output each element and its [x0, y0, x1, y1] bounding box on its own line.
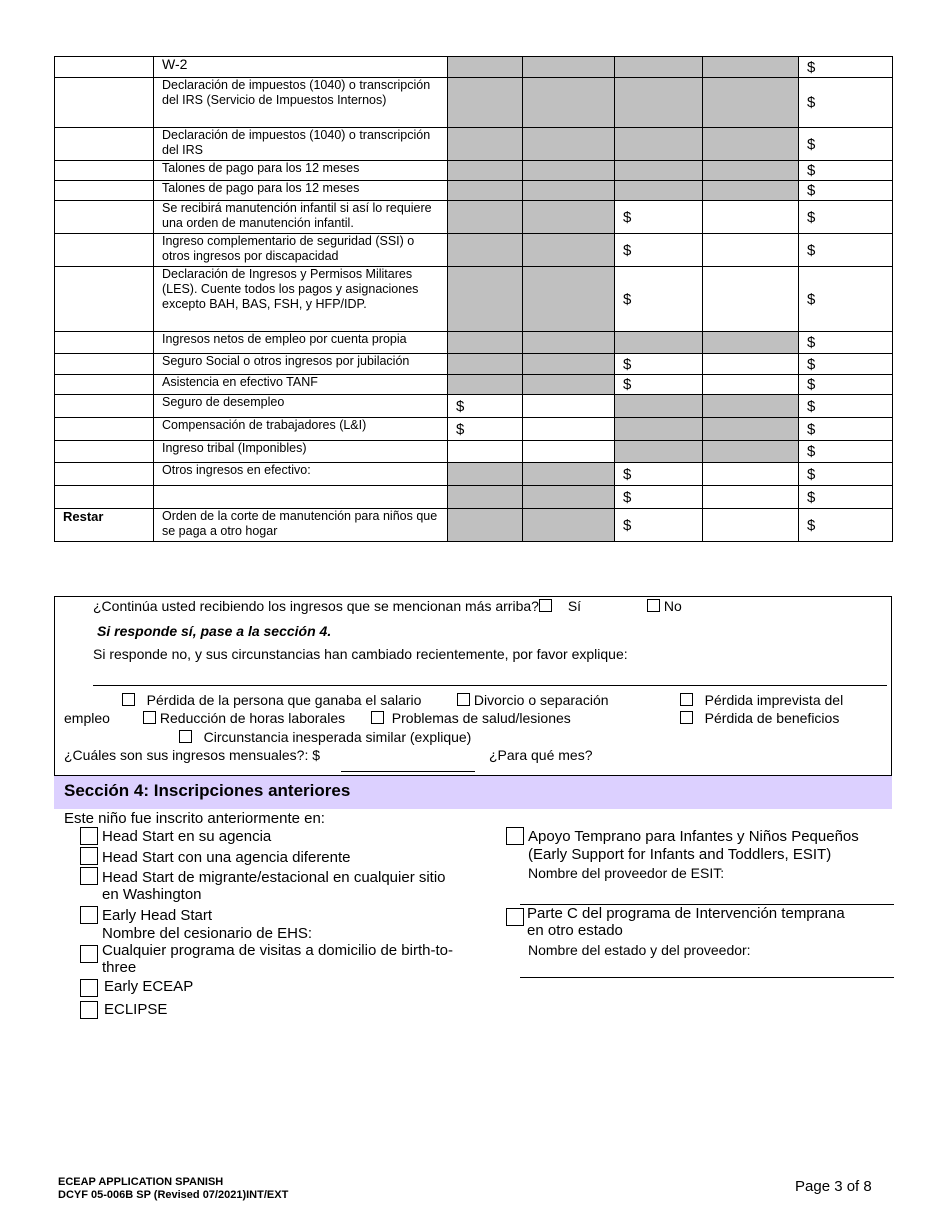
- shaded-cell: [448, 181, 523, 201]
- income-row: [55, 57, 893, 78]
- income-row-label: [55, 234, 154, 267]
- income-continuing-box: ¿Continúa usted recibiendo los ingresos que se mencionan más arriba? Sí No Si responde sí, pase a la sección 4. Si responde no, y sus circunstancias han cambiado recientemente, por favor explique: Pérdida de la persona que ganaba el salario Divorcio o separación Pérdida imprevista del empleo Reducción de horas laborales Problemas de salud/lesiones Pérdida de beneficios Circunstancia inesperada similar (explique) ¿Cuáles son sus ingresos mensuales?: $ ¿Para qué mes?: [54, 596, 892, 776]
- income-row: [55, 441, 893, 463]
- if-yes-instruction: Si responde sí, pase a la sección 4.: [97, 623, 332, 639]
- income-source: Ingreso complementario de seguridad (SSI) o otros ingresos por discapacidad: [154, 234, 448, 267]
- shaded-cell: [703, 57, 799, 78]
- income-row-label: [55, 463, 154, 486]
- income-source: Declaración de impuestos (1040) o transcripción del IRS (Servicio de Impuestos Internos): [154, 78, 448, 128]
- monthly-income-label: ¿Cuáles son sus ingresos mensuales?: $: [64, 747, 321, 763]
- shaded-cell: [523, 463, 615, 486]
- partc-provider-label: Nombre del estado y del proveedor:: [528, 942, 751, 958]
- amount-cell[interactable]: [703, 354, 799, 375]
- amount-cell[interactable]: $: [615, 354, 703, 375]
- shaded-cell: [448, 201, 523, 234]
- reduced-hours-checkbox[interactable]: [143, 711, 156, 724]
- amount-cell[interactable]: $: [615, 463, 703, 486]
- amount-cell[interactable]: $: [799, 375, 893, 395]
- income-row: [55, 395, 893, 418]
- esit-checkbox[interactable]: [506, 827, 524, 845]
- income-row: [55, 463, 893, 486]
- income-source: Declaración de impuestos (1040) o transcripción del IRS: [154, 128, 448, 161]
- amount-cell[interactable]: $: [799, 128, 893, 161]
- eclipse-checkbox[interactable]: [80, 1001, 98, 1019]
- income-row: [55, 354, 893, 375]
- amount-cell[interactable]: $: [799, 181, 893, 201]
- shaded-cell: [703, 78, 799, 128]
- shaded-cell: [448, 128, 523, 161]
- shaded-cell: [703, 418, 799, 441]
- footer-form-number: DCYF 05-006B SP (Revised 07/2021)INT/EXT: [58, 1189, 289, 1201]
- shaded-cell: [448, 354, 523, 375]
- income-row: [55, 332, 893, 354]
- income-row: [55, 375, 893, 395]
- amount-cell[interactable]: [703, 201, 799, 234]
- income-row-label: [55, 441, 154, 463]
- shaded-cell: [615, 418, 703, 441]
- amount-cell[interactable]: [523, 441, 615, 463]
- income-row: [55, 267, 893, 332]
- income-source: Ingreso tribal (Imponibles): [154, 441, 448, 463]
- shaded-cell: [523, 78, 615, 128]
- income-row-label: [55, 354, 154, 375]
- shaded-cell: [703, 128, 799, 161]
- amount-cell[interactable]: [703, 509, 799, 542]
- amount-cell[interactable]: $: [799, 486, 893, 509]
- hs-different-checkbox[interactable]: [80, 847, 98, 865]
- shaded-cell: [523, 181, 615, 201]
- shaded-cell: [523, 234, 615, 267]
- unexpected-similar-checkbox[interactable]: [179, 730, 192, 743]
- shaded-cell: [703, 395, 799, 418]
- continuing-question: ¿Continúa usted recibiendo los ingresos que se mencionan más arriba? Sí: [93, 598, 582, 614]
- amount-cell[interactable]: $: [799, 201, 893, 234]
- income-source: Talones de pago para los 12 meses: [154, 161, 448, 181]
- income-row-label: [55, 57, 154, 78]
- amount-cell[interactable]: $: [799, 418, 893, 441]
- income-table: [54, 56, 893, 542]
- shaded-cell: [523, 332, 615, 354]
- income-source: Compensación de trabajadores (L&I): [154, 418, 448, 441]
- shaded-cell: [448, 161, 523, 181]
- shaded-cell: [615, 78, 703, 128]
- page-number: Page 3 of 8: [795, 1178, 872, 1195]
- amount-cell[interactable]: $: [799, 332, 893, 354]
- shaded-cell: [448, 375, 523, 395]
- shaded-cell: [615, 57, 703, 78]
- partc-provider-field[interactable]: [520, 977, 894, 978]
- shaded-cell: [615, 395, 703, 418]
- amount-cell[interactable]: [523, 418, 615, 441]
- income-row: [55, 201, 893, 234]
- hs-migrant-checkbox[interactable]: [80, 867, 98, 885]
- income-row: [55, 78, 893, 128]
- income-source: Seguro Social o otros ingresos por jubilación: [154, 354, 448, 375]
- shaded-cell: [448, 234, 523, 267]
- income-source: W-2: [154, 57, 448, 78]
- loss-earner-checkbox[interactable]: [122, 693, 135, 706]
- income-row: [55, 509, 893, 542]
- income-source: Orden de la corte de manutención para niños que se paga a otro hogar: [154, 509, 448, 542]
- amount-cell[interactable]: $: [799, 234, 893, 267]
- shaded-cell: [523, 354, 615, 375]
- shaded-cell: [448, 463, 523, 486]
- shaded-cell: [615, 128, 703, 161]
- income-row: [55, 128, 893, 161]
- amount-cell[interactable]: $: [799, 463, 893, 486]
- shaded-cell: [523, 161, 615, 181]
- shaded-cell: [448, 57, 523, 78]
- shaded-cell: [615, 181, 703, 201]
- amount-cell[interactable]: $: [799, 509, 893, 542]
- shaded-cell: [615, 441, 703, 463]
- income-source: Asistencia en efectivo TANF: [154, 375, 448, 395]
- income-row-label: [55, 78, 154, 128]
- shaded-cell: [523, 375, 615, 395]
- amount-cell[interactable]: $: [799, 395, 893, 418]
- income-source: Otros ingresos en efectivo:: [154, 463, 448, 486]
- shaded-cell: [523, 509, 615, 542]
- shaded-cell: [703, 441, 799, 463]
- amount-cell[interactable]: [703, 375, 799, 395]
- amount-cell[interactable]: $: [799, 441, 893, 463]
- unexpected-loss-checkbox[interactable]: [680, 693, 693, 706]
- amount-cell[interactable]: [448, 441, 523, 463]
- no-option: No: [647, 598, 682, 614]
- monthly-income-field[interactable]: [341, 771, 475, 772]
- shaded-cell: [448, 267, 523, 332]
- income-source: Seguro de desempleo: [154, 395, 448, 418]
- amount-cell[interactable]: $: [448, 395, 523, 418]
- income-source: [154, 486, 448, 509]
- income-row-label: [55, 267, 154, 332]
- home-visit-checkbox[interactable]: [80, 945, 98, 963]
- footer-form-title: ECEAP APPLICATION SPANISH: [58, 1176, 224, 1188]
- income-row: [55, 234, 893, 267]
- income-row-label: [55, 486, 154, 509]
- amount-cell[interactable]: $: [615, 234, 703, 267]
- section-4-header: Sección 4: Inscripciones anteriores: [54, 776, 892, 809]
- amount-cell[interactable]: [703, 463, 799, 486]
- shaded-cell: [448, 509, 523, 542]
- shaded-cell: [703, 332, 799, 354]
- income-row-label: [55, 161, 154, 181]
- income-row-label: [55, 375, 154, 395]
- no-checkbox[interactable]: [647, 599, 660, 612]
- early-eceap-checkbox[interactable]: [80, 979, 98, 997]
- amount-cell[interactable]: $: [799, 267, 893, 332]
- income-row-label: [55, 332, 154, 354]
- income-row-label: [55, 201, 154, 234]
- income-row: [55, 161, 893, 181]
- amount-cell[interactable]: $: [799, 57, 893, 78]
- amount-cell[interactable]: $: [615, 201, 703, 234]
- amount-cell[interactable]: $: [615, 375, 703, 395]
- divorce-checkbox[interactable]: [457, 693, 470, 706]
- amount-cell[interactable]: [703, 234, 799, 267]
- income-row: [55, 418, 893, 441]
- income-row-label: [55, 395, 154, 418]
- shaded-cell: [615, 332, 703, 354]
- amount-cell[interactable]: $: [615, 267, 703, 332]
- income-row-label: [55, 128, 154, 161]
- shaded-cell: [523, 267, 615, 332]
- shaded-cell: [523, 128, 615, 161]
- esit-provider-label: Nombre del proveedor de ESIT:: [528, 865, 725, 881]
- amount-cell[interactable]: [523, 395, 615, 418]
- health-checkbox[interactable]: [371, 711, 384, 724]
- part-c-checkbox[interactable]: [506, 908, 524, 926]
- yes-checkbox[interactable]: [539, 599, 552, 612]
- income-source: Ingresos netos de empleo por cuenta propia: [154, 332, 448, 354]
- amount-cell[interactable]: $: [799, 78, 893, 128]
- ehs-checkbox[interactable]: [80, 906, 98, 924]
- amount-cell[interactable]: $: [615, 486, 703, 509]
- amount-cell[interactable]: $: [799, 354, 893, 375]
- section-4-intro: Este niño fue inscrito anteriormente en:: [64, 810, 325, 827]
- income-row-label: [55, 418, 154, 441]
- income-source: Declaración de Ingresos y Permisos Militares (LES). Cuente todos los pagos y asignaciones excepto BAH, BAS, FSH, y HFP/IDP.: [154, 267, 448, 332]
- shaded-cell: [523, 57, 615, 78]
- shaded-cell: [523, 486, 615, 509]
- which-month-label: ¿Para qué mes?: [489, 747, 593, 763]
- amount-cell[interactable]: $: [448, 418, 523, 441]
- explain-line[interactable]: [93, 685, 887, 686]
- shaded-cell: [703, 161, 799, 181]
- income-row: [55, 181, 893, 201]
- income-source: Se recibirá manutención infantil si así lo requiere una orden de manutención infantil.: [154, 201, 448, 234]
- shaded-cell: [448, 332, 523, 354]
- hs-agency-checkbox[interactable]: [80, 827, 98, 845]
- shaded-cell: [615, 161, 703, 181]
- if-no-instruction: Si responde no, y sus circunstancias han cambiado recientemente, por favor explique:: [93, 646, 628, 662]
- amount-cell[interactable]: [703, 486, 799, 509]
- income-row-label: [55, 181, 154, 201]
- income-source: Talones de pago para los 12 meses: [154, 181, 448, 201]
- loss-benefits-checkbox[interactable]: [680, 711, 693, 724]
- amount-cell[interactable]: [703, 267, 799, 332]
- shaded-cell: [448, 78, 523, 128]
- income-row: [55, 486, 893, 509]
- amount-cell[interactable]: $: [799, 161, 893, 181]
- shaded-cell: [448, 486, 523, 509]
- amount-cell[interactable]: $: [615, 509, 703, 542]
- income-row-label: Restar: [55, 509, 154, 542]
- ehs-grantee-label: Nombre del cesionario de EHS:: [102, 925, 313, 942]
- shaded-cell: [523, 201, 615, 234]
- shaded-cell: [703, 181, 799, 201]
